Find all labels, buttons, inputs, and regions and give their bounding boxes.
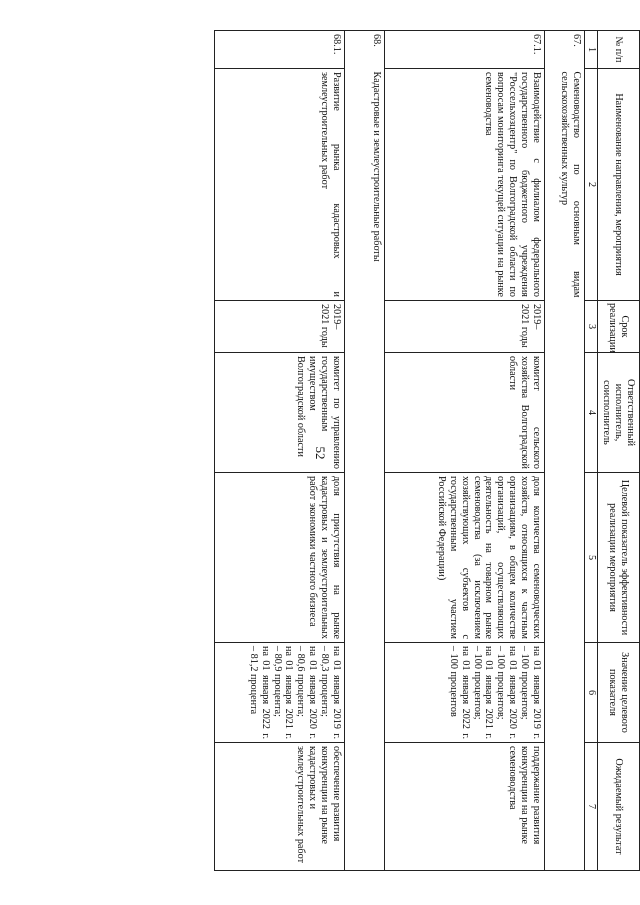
section-number: 67. bbox=[544, 31, 584, 69]
column-number: 3 bbox=[584, 301, 597, 353]
indicator-value: на 01 января 2019 г. – 80,3 процента; bbox=[318, 646, 342, 739]
header-row bbox=[597, 31, 639, 871]
table-row bbox=[214, 31, 344, 871]
section-row bbox=[344, 31, 384, 871]
indicator-value: на 01 января 2020 г. – 100 процентов; bbox=[495, 646, 519, 739]
row-number: 68.1. bbox=[214, 31, 344, 69]
expected-result: поддержание развития конкуренции на рынке семеноводства bbox=[384, 743, 544, 871]
column-number: 4 bbox=[584, 353, 597, 473]
page-number: 52 bbox=[313, 446, 328, 460]
section-row bbox=[544, 31, 584, 871]
responsible-executor: комитет сельского хозяйства Волгоградской области bbox=[384, 353, 544, 473]
header-value: Значение целевого показателя bbox=[597, 643, 639, 743]
section-number: 68. bbox=[344, 31, 384, 69]
section-title: Кадастровые и землеустроительные работы bbox=[344, 69, 384, 301]
target-indicator: доля присутствия на рынке кадастровых и землеустроительных работ экономики частного бизнеса bbox=[214, 473, 344, 643]
header-result: Ожидаемый результат bbox=[597, 743, 639, 871]
column-number-row bbox=[584, 31, 597, 871]
column-number: 7 bbox=[584, 743, 597, 871]
header-name: Наименование направления, мероприятия bbox=[597, 69, 639, 301]
section-title: Семеноводство по основным видам сельскохозяйственных культур bbox=[544, 69, 584, 301]
measures-table bbox=[214, 30, 640, 871]
rotated-page-content bbox=[120, 30, 640, 870]
column-number: 6 bbox=[584, 643, 597, 743]
column-number: 2 bbox=[584, 69, 597, 301]
target-indicator: доля количества семеноводческих хозяйств, относящихся к частным организациям, в общем количестве организаций, осуществляющих деятельность на товарном рынке семеноводства (за исключением хозяйствующих субъектов с государственным участием Российской Федерации) bbox=[384, 473, 544, 643]
header-term: Срок реализации bbox=[597, 301, 639, 353]
implementation-term: 2019–2021 годы bbox=[214, 301, 344, 353]
header-indicator: Целевой показатель эффективности реализации мероприятия bbox=[597, 473, 639, 643]
indicator-values bbox=[214, 643, 344, 743]
measure-name: Взаимодействие с филиалом федерального государственного бюджетного учреждения "Россельхозцентр" по Волгоградской области по вопросам мониторинга текущей ситуации на рынке семеноводства bbox=[384, 69, 544, 301]
column-number: 1 bbox=[584, 31, 597, 69]
responsible-executor: комитет по управлению государственным имуществом Волгоградской области bbox=[214, 353, 344, 473]
expected-result: обеспечение развития конкуренции на рынке кадастровых и землеустроительных работ bbox=[214, 743, 344, 871]
indicator-values bbox=[384, 643, 544, 743]
header-executor: Ответственный исполнитель, соисполнитель bbox=[597, 353, 639, 473]
measure-name: Развитие рынка кадастровых и землеустроительных работ bbox=[214, 69, 344, 301]
indicator-value: на 01 января 2021 г. – 80,9 процента; bbox=[271, 646, 295, 739]
implementation-term: 2019–2021 годы bbox=[384, 301, 544, 353]
indicator-value: на 01 января 2019 г. – 100 процентов; bbox=[518, 646, 542, 739]
indicator-value: на 01 января 2020 г. – 80,6 процента; bbox=[295, 646, 319, 739]
column-number: 5 bbox=[584, 473, 597, 643]
row-number: 67.1. bbox=[384, 31, 544, 69]
indicator-value: на 01 января 2022 г. – 81,2 процента bbox=[248, 646, 271, 739]
header-num: № п/п bbox=[597, 31, 639, 69]
table-row bbox=[384, 31, 544, 871]
indicator-value: на 01 января 2022 г. – 100 процентов bbox=[448, 646, 471, 739]
indicator-value: на 01 января 2021 г. – 100 процентов; bbox=[471, 646, 495, 739]
